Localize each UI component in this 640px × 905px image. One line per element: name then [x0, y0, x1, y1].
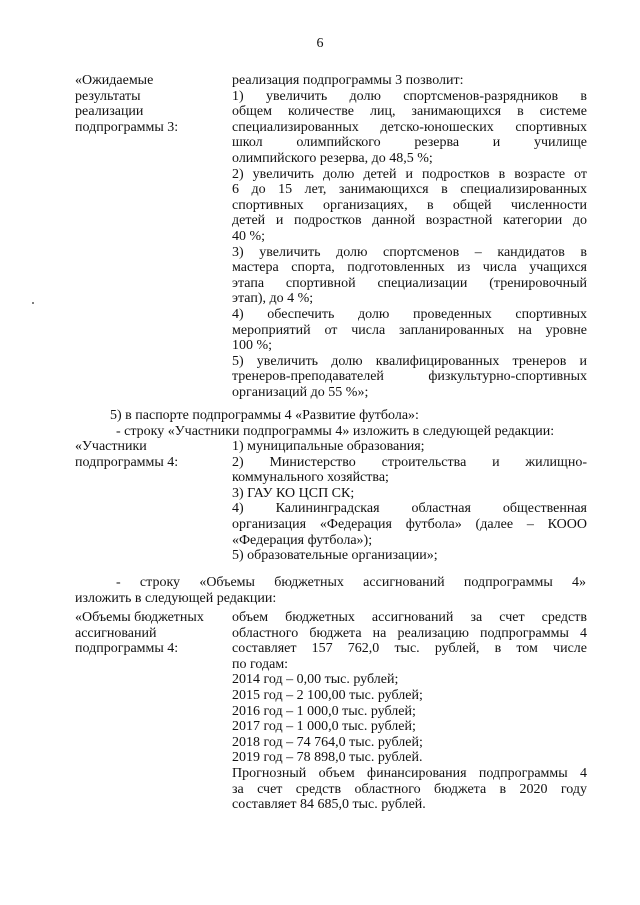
text-line: составляет 157 762,0 тыс. рублей, в том числе [232, 641, 587, 657]
text-line: олимпийского резерва, до 48,5 %; [232, 150, 433, 166]
text-line: мероприятий от числа запланированных на уровне [232, 322, 587, 338]
text-line: тренеров-преподавателей физкультурно-спортивных [232, 369, 587, 385]
text-line: по годам: [232, 656, 289, 672]
text-line: 4) Калининградская областная общественная [232, 501, 587, 517]
text-line: 5) увеличить долю квалифицированных тренеров и [232, 353, 587, 369]
text-line: Прогнозный объем финансирования подпрограммы 4 [232, 765, 587, 781]
text-line: 2015 год – 2 100,00 тыс. рублей; [232, 687, 423, 703]
text-line: 6 до 15 лет, занимающихся в специализированных [232, 182, 587, 198]
label-line: реализации [75, 104, 144, 120]
text-line: 2) Министерство строительства и жилищно- [232, 454, 587, 470]
text-line: 40 %; [232, 228, 266, 244]
text-line: 3) ГАУ КО ЦСП СК; [232, 485, 355, 501]
text-line: объем бюджетных ассигнований за счет средств [232, 610, 587, 625]
label-line: подпрограммы 4: [75, 641, 179, 657]
text-line: 1) увеличить долю спортсменов-разрядников в [232, 88, 587, 104]
participants-label [75, 439, 225, 470]
text-line: организация «Федерация футбола» (далее – КООО [232, 516, 587, 532]
budget-volumes-value [232, 610, 587, 813]
label-line: подпрограммы 4: [75, 454, 179, 470]
text-line: 2018 год – 74 764,0 тыс. рублей; [232, 734, 423, 750]
paragraph-5-passport: 5) в паспорте подпрограммы 4 «Развитие футбола»: [110, 408, 419, 423]
text-line: коммунального хозяйства; [232, 470, 389, 486]
expected-results-value [232, 73, 587, 400]
text-line: 3) увеличить долю спортсменов – кандидатов в [232, 244, 587, 260]
label-line: «Объемы бюджетных [75, 610, 204, 625]
text-line: этап), до 4 %; [232, 291, 314, 307]
text-line: 2019 год – 78 898,0 тыс. рублей. [232, 750, 423, 766]
text-line: 2017 год – 1 000,0 тыс. рублей; [232, 719, 416, 735]
participants-value [232, 439, 587, 564]
text-line: «Федерация футбола»); [232, 532, 373, 548]
paragraph-volumes-instruction-cont: изложить в следующей редакции: [75, 591, 277, 606]
paragraph-participants-instruction: - строку «Участники подпрограммы 4» изложить в следующей редакции: [116, 424, 555, 439]
expected-results-label [75, 73, 225, 135]
page-number: 6 [316, 36, 324, 51]
text-line: специализированных детско-юношеских спортивных [232, 119, 587, 135]
label-line: «Участники [75, 439, 147, 454]
text-line: 100 %; [232, 338, 273, 354]
label-line: результаты [75, 88, 141, 104]
label-line: ассигнований [75, 625, 157, 641]
text-line: детей и подростков данной возрастной категории до [232, 213, 587, 229]
scan-speck [32, 302, 34, 304]
text-line: за счет средств областного бюджета в 2020 году [232, 781, 587, 797]
text-line: составляет 84 685,0 тыс. рублей. [232, 797, 426, 813]
text-line: мастера спорта, подготовленных из числа учащихся [232, 260, 587, 276]
text-line: 2014 год – 0,00 тыс. рублей; [232, 672, 399, 688]
text-line: реализация подпрограммы 3 позволит: [232, 73, 464, 88]
text-line: областного бюджета на реализацию подпрограммы 4 [232, 625, 587, 641]
text-line: 1) муниципальные образования; [232, 439, 425, 454]
text-line: 2) увеличить долю детей и подростков в возрасте от [232, 166, 587, 182]
paragraph-volumes-instruction: - строку «Объемы бюджетных ассигнований подпрограммы 4» [116, 575, 586, 590]
label-line: «Ожидаемые [75, 73, 154, 88]
text-line: 2016 год – 1 000,0 тыс. рублей; [232, 703, 416, 719]
budget-volumes-label [75, 610, 225, 657]
text-line: 5) образовательные организации»; [232, 548, 438, 564]
label-line: подпрограммы 3: [75, 119, 179, 135]
text-line: этапа спортивной специализации (тренировочный [232, 275, 587, 291]
text-line: школ олимпийского резерва и училище [232, 135, 587, 151]
text-line: 4) обеспечить долю проведенных спортивных [232, 306, 587, 322]
text-line: спортивных организациях, в общей численности [232, 197, 587, 213]
text-line: организаций до 55 %»; [232, 384, 369, 400]
text-line: общем количестве лиц, занимающихся в системе [232, 104, 587, 120]
